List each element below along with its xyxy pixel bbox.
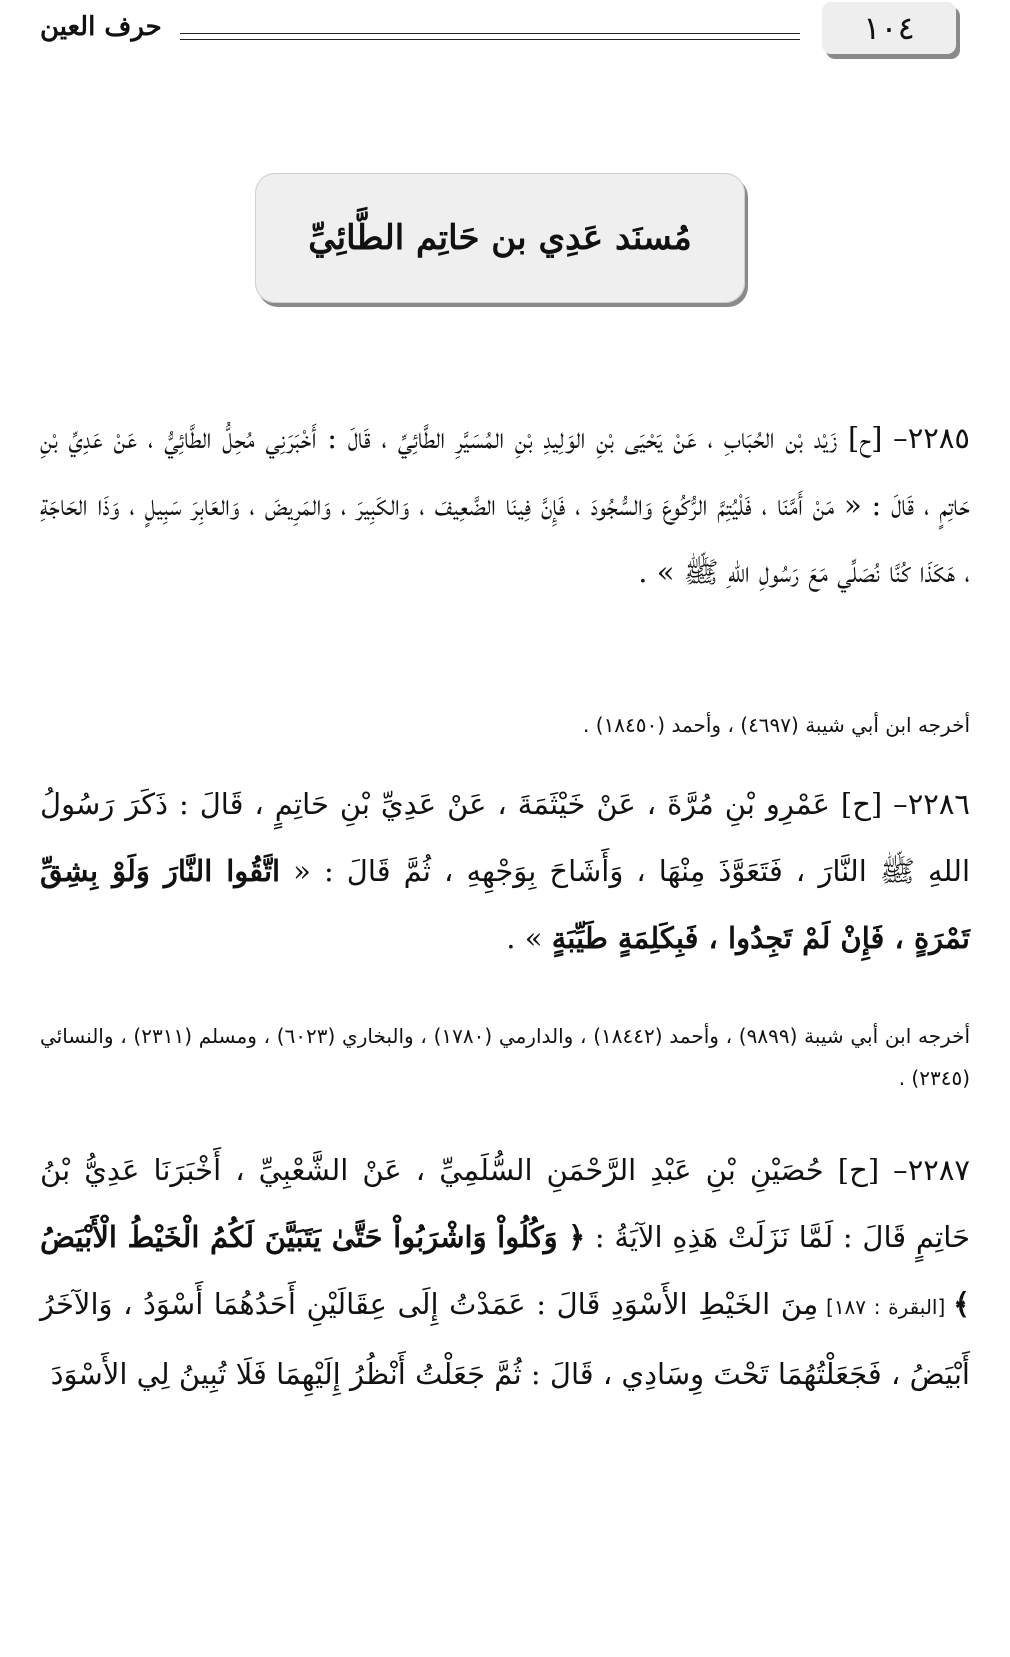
hadith-text-end: » . (506, 921, 552, 955)
hadith-2286-note (40, 1015, 970, 1099)
running-title: حرف العين (40, 12, 162, 42)
hadith-text-end: مِنَ الخَيْطِ الأَسْوَدِ قَالَ : عَمَدْتُ إِلَى عِقَالَيْنِ أَحَدُهُمَا أَسْوَدُ ، وَالآخَرُ أَبْيَضُ ، فَجَعَلْتُهُمَا تَحْتَ وِسَادِي ، قَالَ : ثُمَّ جَعَلْتُ أَنْظُرُ إِلَيْهِمَا فَلَا تُبِينُ لِي الأَسْوَدَ (40, 1287, 970, 1391)
hadith-2285-note (40, 704, 970, 746)
header-rule (180, 33, 800, 34)
quran-verse: ﴿ وَكُلُواْ وَاشْرَبُواْ حَتَّىٰ يَتَبَيَّنَ لَكُمُ الْخَيْطُ الْأَبْيَضُ ﴾ (40, 1220, 970, 1321)
page-number: ١٠٤ (822, 2, 956, 54)
page-header (0, 0, 1010, 70)
quran-reference: [البقرة : ١٨٧] (818, 1295, 953, 1319)
hadith-bold-text: اتَّقُوا النَّارَ وَلَوْ بِشِقِّ تَمْرَةٍ ، فَإِنْ لَمْ تَجِدُوا ، فَبِكَلِمَةٍ طَيِّبَةٍ (40, 854, 970, 955)
hadith-number: ٢٢٨٥ (907, 421, 970, 455)
section-title: مُسنَد عَدِي بن حَاتِم الطَّائِيِّ (255, 173, 745, 303)
header-rule (180, 39, 800, 40)
hadith-text: – [ح] زَيْد بْن الحُبَابِ ، عَنْ يَحْيَى بْنِ الوَلِيدِ بْنِ المُسَيَّرِ الطَّائِيِّ ، قَالَ : أَخْبَرَنِي مُحِلُّ الطَّائِيُّ ، عَنْ عَدِيِّ بْنِ حَاتِمٍ ، قَالَ : « مَنْ أَمَّنَا ، فَلْيُتِمَّ الرُّكُوعَ وَالسُّجُودَ ، فَإِنَّ فِينَا الضَّعِيفَ ، وَالكَبِيرَ ، وَالمَرِيضَ ، وَالعَابِرَ سَبِيلٍ ، وَذَا الحَاجَةِ ، هَكَذَا كُنَّا نُصَلِّي مَعَ رَسُولِ اللهِ ﷺ » . (40, 421, 970, 589)
takhrij-note: أخرجه ابن أبي شيبة (٤٦٩٧) ، وأحمد (١٨٤٥٠) . (583, 713, 970, 737)
hadith-2286 (40, 771, 970, 972)
hadith-text: – [ح] عَمْرِو بْنِ مُرَّةَ ، عَنْ خَيْثَمَةَ ، عَنْ عَدِيِّ بْنِ حَاتِمٍ ، قَالَ : ذَكَرَ رَسُولُ اللهِ ﷺ النَّارَ ، فَتَعَوَّذَ مِنْهَا ، وَأَشَاحَ بِوَجْهِهِ ، ثُمَّ قَالَ : « (40, 787, 970, 888)
hadith-number: ٢٢٨٦ (907, 787, 970, 821)
hadith-text: – [ح] حُصَيْنِ بْنِ عَبْدِ الرَّحْمَنِ السُّلَمِيِّ ، عَنْ الشَّعْبِيِّ ، أَخْبَرَنَا عَدِيُّ بْنُ حَاتِمٍ قَالَ : لَمَّا نَزَلَتْ هَذِهِ الآيَةُ : (40, 1153, 970, 1254)
hadith-2285 (40, 405, 970, 606)
hadith-2287 (40, 1137, 970, 1408)
takhrij-note: أخرجه ابن أبي شيبة (٩٨٩٩) ، وأحمد (١٨٤٤٢) ، والدارمي (١٧٨٠) ، والبخاري (٦٠٢٣) ، ومسلم (٢٣١١) ، والنسائي (٢٣٤٥) . (40, 1024, 971, 1090)
hadith-number: ٢٢٨٧ (907, 1153, 970, 1187)
